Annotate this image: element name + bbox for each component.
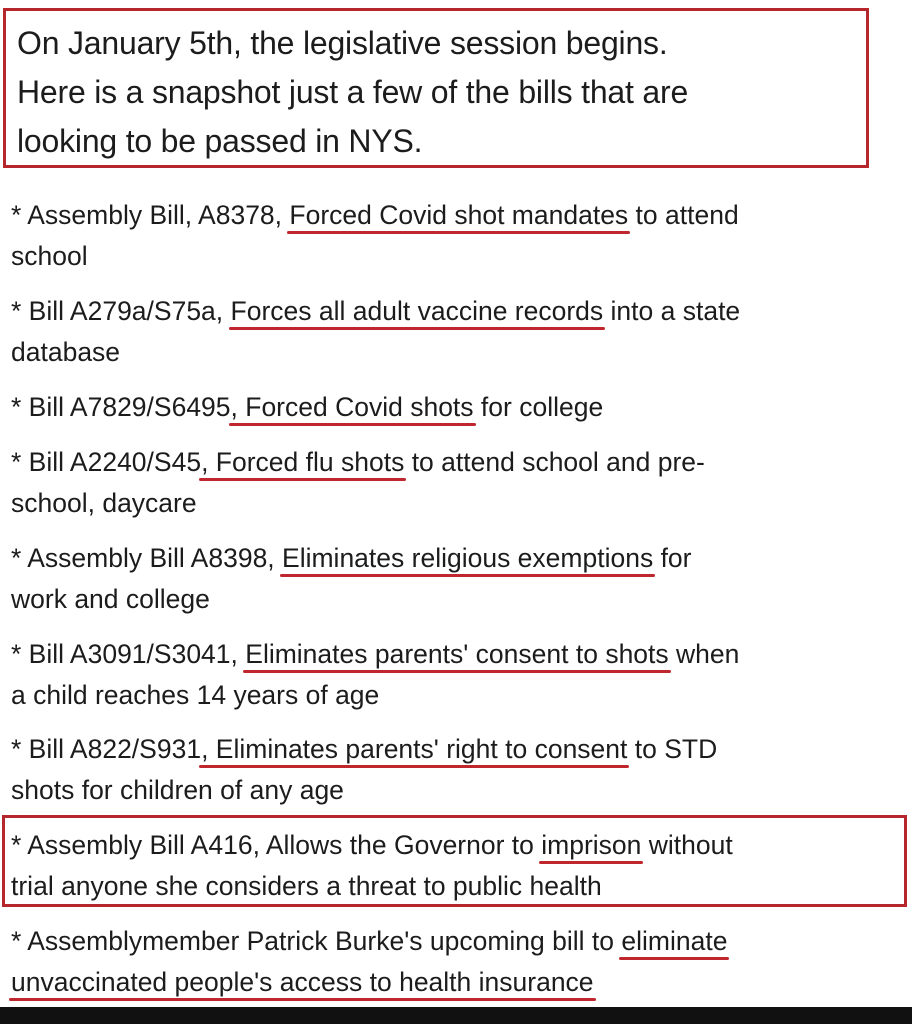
bill-prefix: * Assemblymember Patrick Burke's upcoming bill to [11, 926, 622, 956]
underlined-text: unvaccinated people's access to health insurance [11, 967, 594, 997]
bill-line [11, 634, 901, 675]
bill-line [11, 825, 901, 866]
underlined-text: Eliminates religious exemptions [282, 543, 654, 573]
bill-line-2: a child reaches 14 years of age [11, 680, 380, 710]
bill-line-2: trial anyone she considers a threat to public health [11, 871, 602, 901]
bill-line [11, 291, 901, 332]
bill-suffix: without [641, 830, 733, 860]
underlined-text: , Eliminates parents' right to consent [201, 734, 628, 764]
bill-prefix: * Assembly Bill A416, Allows the Governor to [11, 830, 542, 860]
bill-item-a3091 [11, 634, 901, 716]
bill-item-a822 [11, 729, 901, 811]
bill-line-2 [11, 962, 901, 1003]
bill-line-2: shots for children of any age [11, 775, 344, 805]
bill-line [11, 921, 901, 962]
bill-prefix: * Assembly Bill A8398, [11, 543, 283, 573]
bill-suffix: to STD [627, 734, 718, 764]
bill-suffix: for college [473, 392, 604, 422]
bill-line [11, 729, 901, 770]
underlined-text: Forced Covid shot mandates [289, 200, 629, 230]
underlined-text: Forces all adult vaccine records [230, 296, 604, 326]
bill-item-a279a [11, 291, 901, 373]
bill-suffix: for [653, 543, 692, 573]
bill-line [11, 195, 901, 236]
bill-prefix: * Bill A3091/S3041, [11, 639, 246, 669]
bill-prefix: * Bill A2240/S45 [11, 447, 202, 477]
intro-line-1: On January 5th, the legislative session begins. [17, 25, 668, 61]
bill-line-2: school [11, 241, 88, 271]
bill-line [11, 387, 901, 428]
intro-line-2: Here is a snapshot just a few of the bills that are [17, 74, 689, 110]
underlined-text: , Forced Covid shots [230, 392, 474, 422]
bill-suffix: to attend [628, 200, 739, 230]
bill-line [11, 538, 901, 579]
bill-item-a8378 [11, 195, 901, 277]
bill-line [11, 442, 901, 483]
bill-item-a8398 [11, 538, 901, 620]
bill-item-a7829 [11, 387, 901, 428]
bill-item-a2240 [11, 442, 901, 524]
underlined-text: eliminate [621, 926, 728, 956]
underlined-text: imprison [541, 830, 642, 860]
bill-prefix: * Bill A822/S931 [11, 734, 202, 764]
bill-suffix: when [668, 639, 740, 669]
bill-suffix: into a state [603, 296, 741, 326]
underlined-text: , Forced flu shots [201, 447, 405, 477]
underlined-text: Eliminates parents' consent to shots [245, 639, 669, 669]
bottom-bar [0, 1007, 912, 1024]
bill-prefix: * Bill A7829/S6495 [11, 392, 231, 422]
bill-line-2: work and college [11, 584, 210, 614]
bill-suffix: to attend school and pre- [404, 447, 705, 477]
bill-prefix: * Assembly Bill, A8378, [11, 200, 290, 230]
bill-prefix: * Bill A279a/S75a, [11, 296, 231, 326]
bill-line-2: school, daycare [11, 488, 197, 518]
intro-box [3, 8, 869, 168]
intro-line-3: looking to be passed in NYS. [17, 123, 423, 159]
bill-item-burke [11, 921, 901, 1003]
bill-item-a416 [11, 825, 901, 907]
bill-line-2: database [11, 337, 121, 367]
